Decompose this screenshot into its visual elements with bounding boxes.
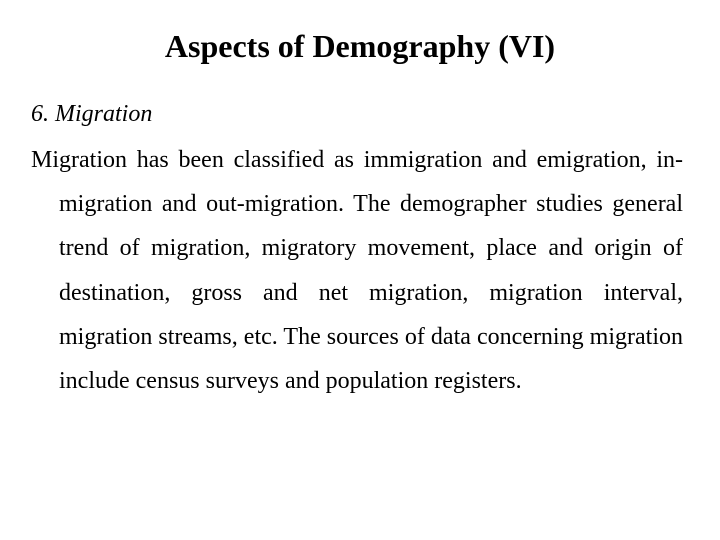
section-heading: 6. Migration <box>31 101 153 127</box>
body-paragraph: Migration has been classified as immigration and emigration, in-migration and out-migration. The demographer studies general trend of migration, migratory movement, place and origin of destination, gross and net migration, migration interval, migration streams, etc. The sources of data concerning migration include census surveys and population registers. <box>31 147 683 395</box>
slide-title: Aspects of Demography (VI) <box>164 28 556 64</box>
